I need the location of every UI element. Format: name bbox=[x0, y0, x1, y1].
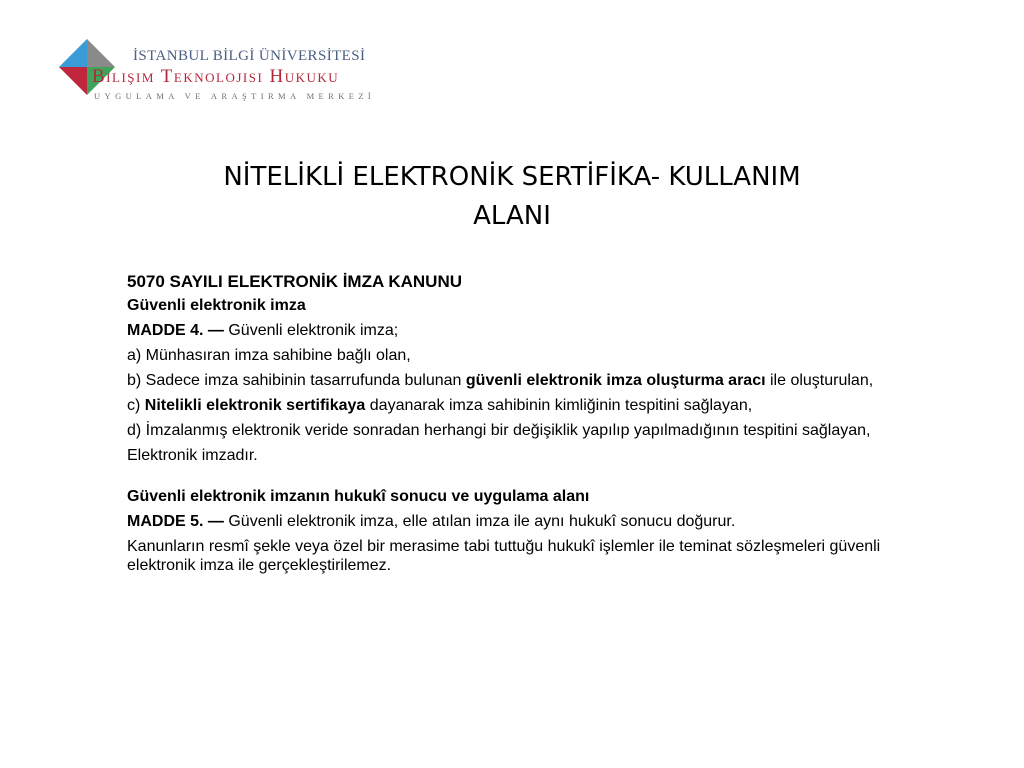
logo-center-name: Bilişim Teknolojisi Hukuku bbox=[92, 66, 340, 87]
list-item-b-prefix: b) Sadece imza sahibinin tasarrufunda bulunan bbox=[127, 372, 466, 389]
university-logo bbox=[58, 38, 378, 104]
list-item-b bbox=[127, 371, 917, 390]
article-5-text: Güvenli elektronik imza, elle atılan imza ile aynı hukukî sonucu doğurur. bbox=[223, 513, 736, 530]
article-4-label: MADDE 4. — bbox=[127, 322, 224, 339]
article-5-label: MADDE 5. — bbox=[127, 513, 224, 530]
article-4 bbox=[127, 321, 917, 340]
list-item-c-suffix: dayanarak imza sahibinin kimliğinin tespitini sağlayan, bbox=[365, 397, 753, 414]
list-item-c bbox=[127, 396, 917, 415]
slide-title-line-2: ALANI bbox=[473, 201, 551, 231]
slide-body bbox=[127, 272, 917, 581]
section-heading-legal-effect: Güvenli elektronik imzanın hukukî sonucu ve uygulama alanı bbox=[127, 488, 590, 505]
list-item-c-bold: Nitelikli elektronik sertifikaya bbox=[144, 397, 366, 414]
slide-title-line-1: NİTELİKLİ ELEKTRONİK SERTİFİKA- KULLANIM bbox=[223, 162, 801, 192]
article-4-text: Güvenli elektronik imza; bbox=[223, 322, 399, 339]
list-item-d: d) İmzalanmış elektronik veride sonradan herhangi bir değişiklik yapılıp yapılmadığının tespitini sağlayan, bbox=[127, 422, 871, 439]
logo-subtitle: UYGULAMA VE ARAŞTIRMA MERKEZİ bbox=[94, 91, 376, 101]
article-5 bbox=[127, 512, 917, 531]
logo-gray-triangle bbox=[87, 39, 115, 67]
logo-red-triangle bbox=[59, 67, 87, 95]
list-item-b-bold: güvenli elektronik imza oluşturma aracı bbox=[465, 372, 766, 389]
law-title: 5070 SAYILI ELEKTRONİK İMZA KANUNU bbox=[127, 272, 463, 291]
section-heading-secure-signature: Güvenli elektronik imza bbox=[127, 297, 306, 314]
list-item-a: a) Münhasıran imza sahibine bağlı olan, bbox=[127, 347, 411, 364]
list-item-c-prefix: c) bbox=[127, 397, 145, 414]
logo-university-name: İSTANBUL BİLGİ ÜNİVERSİTESİ bbox=[133, 48, 366, 64]
logo-blue-triangle bbox=[59, 39, 87, 67]
list-item-b-suffix: ile oluşturulan, bbox=[765, 372, 874, 389]
slide-title bbox=[120, 158, 904, 236]
article-5-paragraph-2: Kanunların resmî şekle veya özel bir merasime tabi tuttuğu hukukî işlemler ile teminat sözleşmeleri güvenli elektronik imza ile gerçekleştirilemez. bbox=[127, 538, 881, 574]
conclusion: Elektronik imzadır. bbox=[127, 447, 258, 464]
